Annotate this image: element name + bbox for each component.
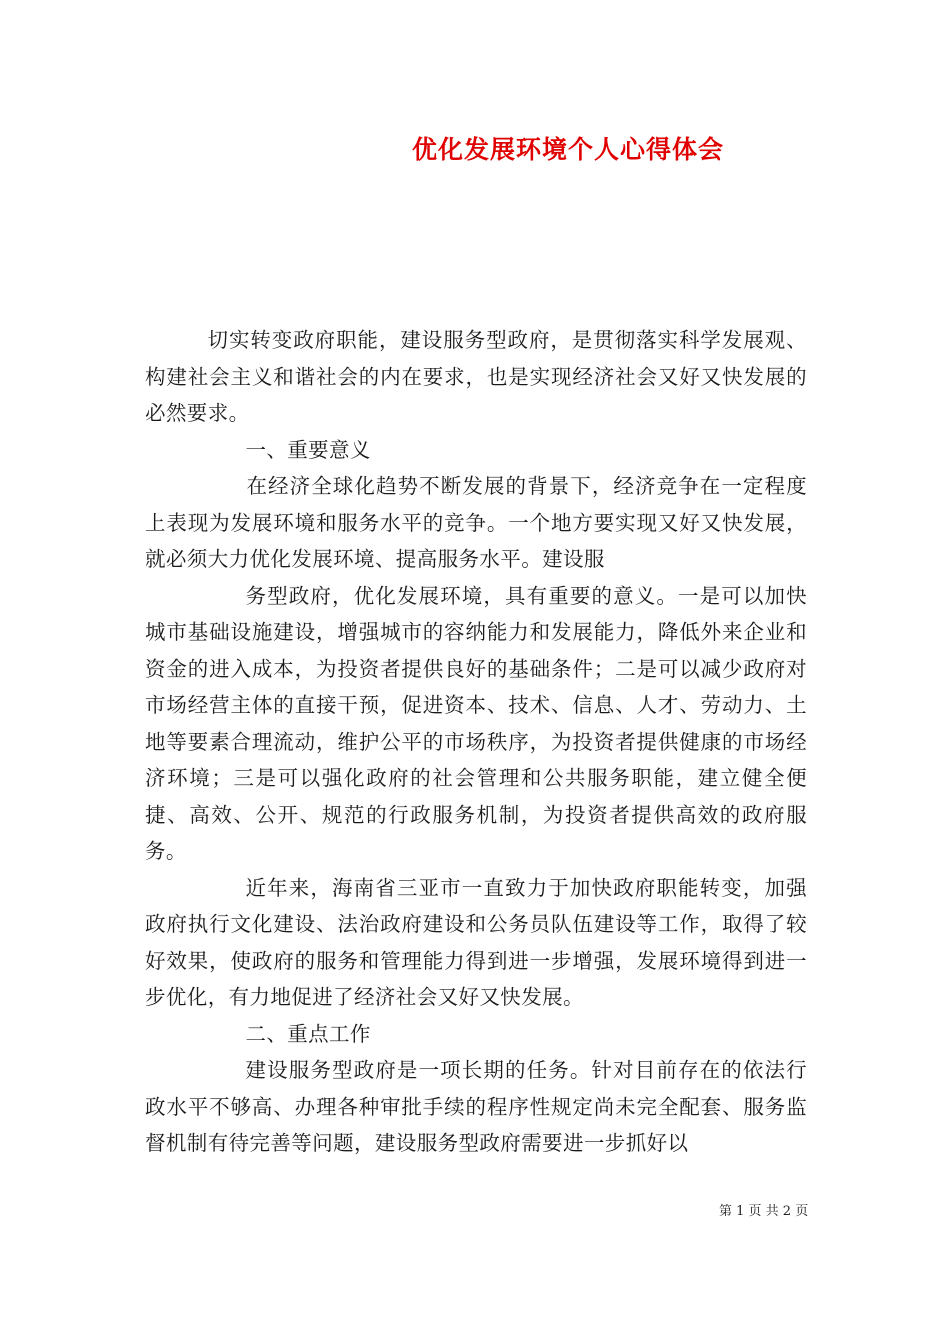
document-title: 优化发展环境个人心得体会 <box>412 135 725 164</box>
paragraph-3: 近年来，海南省三亚市一直致力于加快政府职能转变，加强政府执行文化建设、法治政府建设和公务员队伍建设等工作，取得了较好效果，使政府的服务和管理能力得到进一步增强，发展环境得到进一步优化，有力地促进了经济社会又好又快发展。 <box>145 875 807 1009</box>
section-heading-1: 一、重要意义 <box>245 437 371 462</box>
document-body <box>145 322 807 1162</box>
page-footer: 第 1 页 共 2 页 <box>719 1204 809 1219</box>
section-heading-2: 二、重点工作 <box>245 1021 371 1046</box>
paragraph-4: 建设服务型政府是一项长期的任务。针对目前存在的依法行政水平不够高、办理各种审批手续的程序性规定尚未完全配套、服务监督机制有待完善等问题，建设服务型政府需要进一步抓好以 <box>145 1058 807 1155</box>
paragraph-2: 务型政府，优化发展环境，具有重要的意义。一是可以加快城市基础设施建设，增强城市的容纳能力和发展能力，降低外来企业和资金的进入成本，为投资者提供良好的基础条件；二是可以减少政府对市场经营主体的直接干预，促进资本、技术、信息、人才、劳动力、土地等要素合理流动，维护公平的市场秩序，为投资者提供健康的市场经济环境；三是可以强化政府的社会管理和公共服务职能，建立健全便捷、高效、公开、规范的行政服务机制，为投资者提供高效的政府服务。 <box>145 583 807 863</box>
paragraph-intro: 切实转变政府职能，建设服务型政府，是贯彻落实科学发展观、构建社会主义和谐社会的内在要求，也是实现经济社会又好又快发展的必然要求。 <box>145 328 807 425</box>
paragraph-1: 在经济全球化趋势不断发展的背景下，经济竞争在一定程度上表现为发展环境和服务水平的竞争。一个地方要实现又好又快发展，就必须大力优化发展环境、提高服务水平。建设服 <box>145 474 807 571</box>
